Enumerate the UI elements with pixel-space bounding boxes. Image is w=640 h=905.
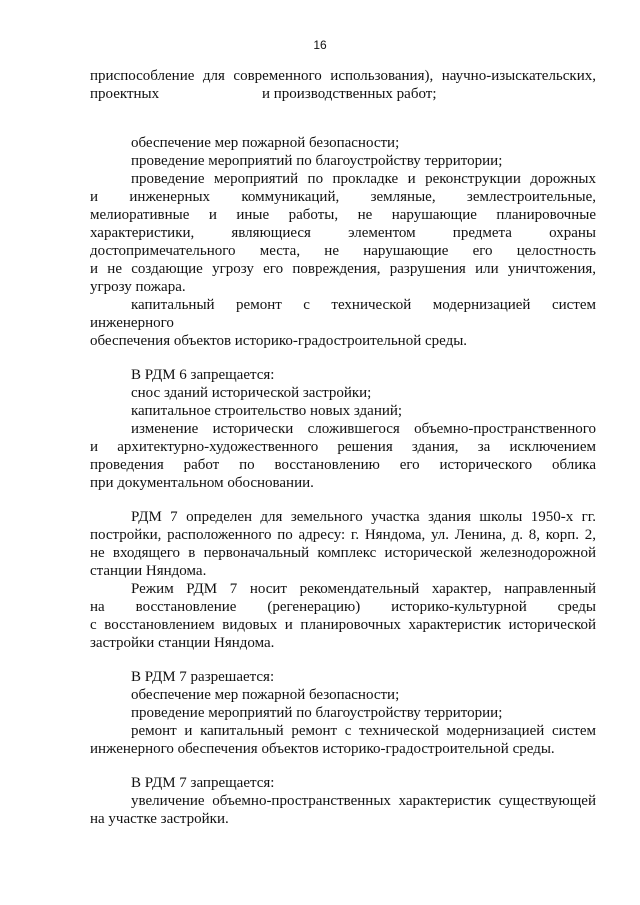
text-line: проведение мероприятий по благоустройству территории; — [131, 153, 503, 169]
text-line: мелиоративные и иные работы, не нарушающие планировочные — [90, 207, 596, 223]
text-line: проектных — [90, 86, 160, 102]
text-line: проведение мероприятий по благоустройству территории; — [131, 705, 503, 721]
text-line: снос зданий исторической застройки; — [131, 385, 372, 401]
text-line: В РДМ 6 запрещается: — [131, 367, 275, 383]
text-line: увеличение объемно-пространственных характеристик существующей — [131, 793, 596, 809]
text-line: РДМ 7 определен для земельного участка здания школы 1950-х гг. — [131, 509, 596, 525]
text-line: капитальный ремонт с технической модернизацией систем — [131, 297, 596, 313]
text-line: обеспечение мер пожарной безопасности; — [131, 135, 400, 151]
text-line: инженерного обеспечения объектов историко-градостроительной среды. — [90, 741, 555, 757]
text-line: проведение мероприятий по прокладке и реконструкции дорожных — [131, 171, 596, 187]
text-line: на восстановление (регенерацию) историко-культурной среды — [90, 599, 596, 615]
text-line: и не создающие угрозу его повреждения, разрушения или уничтожения, — [90, 261, 596, 277]
text-line: на участке застройки. — [90, 811, 229, 827]
page-number: 16 — [313, 38, 327, 52]
text-line: и производственных работ; — [262, 86, 437, 102]
text-line: В РДМ 7 разрешается: — [131, 669, 275, 685]
text-line: постройки, расположенного по адресу: г. Няндома, ул. Ленина, д. 8, корп. 2, — [90, 527, 596, 543]
text-line: обеспечения объектов историко-градостроительной среды. — [90, 333, 468, 349]
text-line: В РДМ 7 запрещается: — [131, 775, 275, 791]
text-line: и инженерных коммуникаций, земляные, землестроительные, — [90, 189, 596, 205]
text-line: инженерного — [90, 315, 174, 331]
text-line: станции Няндома. — [90, 563, 207, 579]
text-line: угрозу пожара. — [90, 279, 186, 295]
text-line: достопримечательного места, не нарушающие его целостность — [90, 243, 596, 259]
text-line: и архитектурно-художественного решения здания, за исключением — [90, 439, 596, 455]
text-line: ремонт и капитальный ремонт с технической модернизацией систем — [131, 723, 596, 739]
text-line: изменение исторически сложившегося объемно-пространственного — [131, 421, 596, 437]
text-line: с восстановлением видовых и планировочных характеристик исторической — [90, 617, 596, 633]
text-line: капитальное строительство новых зданий; — [131, 403, 403, 419]
text-line: Режим РДМ 7 носит рекомендательный характер, направленный — [131, 581, 596, 597]
text-line: обеспечение мер пожарной безопасности; — [131, 687, 400, 703]
text-line: застройки станции Няндома. — [90, 635, 275, 651]
text-line: при документальном обосновании. — [90, 475, 314, 491]
text-line: проведения работ по восстановлению его исторического облика — [90, 457, 596, 473]
text-line: характеристики, являющиеся элементом предмета охраны — [90, 225, 596, 241]
text-line: не входящего в первоначальный комплекс исторической железнодорожной — [90, 545, 596, 561]
text-line: приспособление для современного использования), научно-изыскательских, — [90, 68, 596, 84]
